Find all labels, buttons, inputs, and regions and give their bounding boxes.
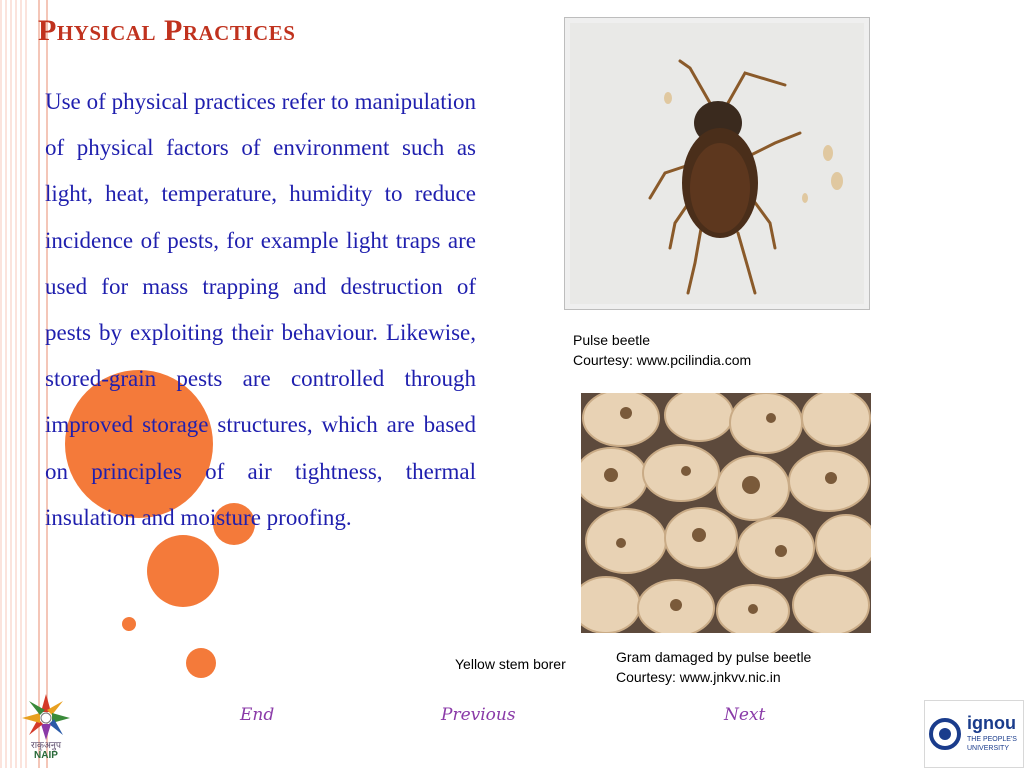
decorative-stripes (0, 0, 30, 768)
ignou-logo (924, 700, 1024, 768)
ignou-emblem-icon (925, 701, 965, 767)
decorative-circle-dot (122, 617, 136, 631)
gram-seeds-illustration (581, 393, 871, 633)
slide-body-text: Use of physical practices refer to manipulation of physical factors of environment such as light, heat, temperature, humidity to reduce incidence of pests, for example light traps are used for mass trapping and destruction of pests by exploiting their behaviour. Likewise, stored-grain pests are controlled through improved storage structures, which are based on principles of air tightness, thermal insulation and moisture proofing. (45, 89, 476, 530)
end-link[interactable]: End (240, 705, 275, 725)
naip-emblem-icon (0, 690, 92, 740)
pulse-beetle-caption-title: Pulse beetle (573, 332, 651, 348)
next-link[interactable]: Next (724, 705, 766, 725)
ignou-logo-text: ignou (967, 713, 1016, 733)
pulse-beetle-caption-courtesy: Courtesy: www.pcilindia.com (573, 352, 752, 368)
decorative-circle-medium (147, 535, 219, 607)
decorative-circle-small (186, 648, 216, 678)
slide-title: Physical Practices (38, 14, 296, 47)
naip-logo (0, 690, 92, 768)
naip-logo-text: NAIP (34, 750, 58, 761)
pulse-beetle-photo (564, 17, 870, 310)
decorative-stripe-line (38, 0, 40, 768)
previous-link[interactable]: Previous (441, 705, 516, 725)
ignou-tagline: THE PEOPLE'S UNIVERSITY (967, 736, 1017, 752)
gram-damage-caption-title: Gram damaged by pulse beetle (616, 649, 812, 665)
gram-damage-photo (581, 393, 871, 633)
pulse-beetle-illustration (570, 23, 864, 304)
stem-borer-caption: Yellow stem borer (455, 656, 566, 672)
gram-damage-caption-courtesy: Courtesy: www.jnkvv.nic.in (616, 669, 781, 685)
naip-hindi-text: राकृअनुप (31, 740, 61, 750)
